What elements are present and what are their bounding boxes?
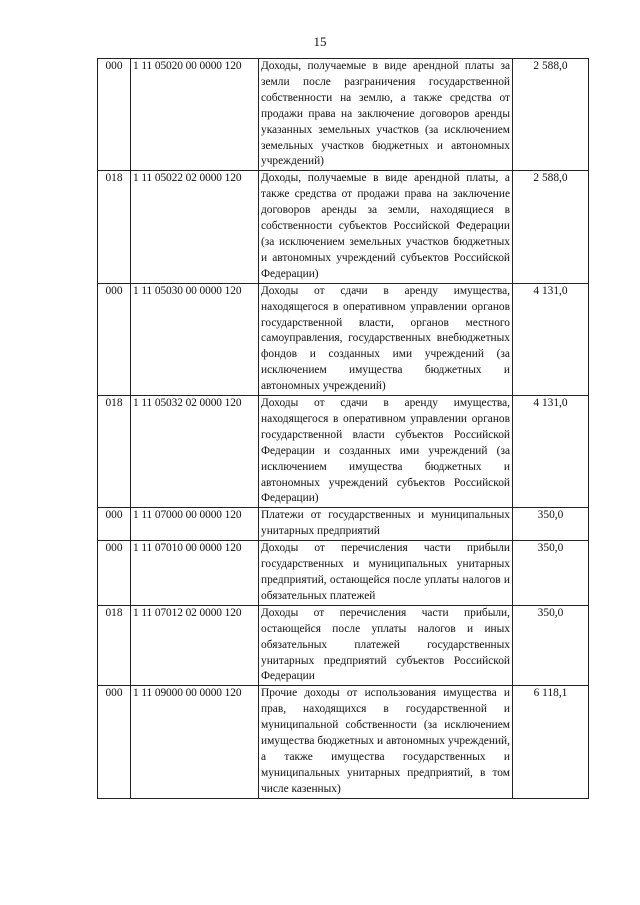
table-row <box>98 396 589 508</box>
amount-cell: 350,0 <box>513 541 589 606</box>
revenue-name-cell: Доходы от сдачи в аренду имущества, находящегося в оперативном управлении органов государственной власти субъектов Российской Федерации и созданных ими учреждений (за исключением имущества бюджетных и автономных учреждений субъектов Российской Федерации) <box>259 396 513 508</box>
admin-code-cell: 000 <box>98 508 131 541</box>
page-number: 15 <box>313 34 327 49</box>
amount-cell: 4 131,0 <box>513 396 589 508</box>
admin-code-cell: 000 <box>98 686 131 798</box>
revenue-name-cell: Доходы от перечисления части прибыли государственных и муниципальных унитарных предприятий, остающейся после уплаты налогов и обязательных платежей <box>259 541 513 606</box>
budget-classification-code-cell: 1 11 05032 02 0000 120 <box>131 396 259 508</box>
amount-cell: 2 588,0 <box>513 171 589 283</box>
budget-classification-code-cell: 1 11 07012 02 0000 120 <box>131 605 259 686</box>
table-row <box>98 59 589 171</box>
table-row <box>98 605 589 686</box>
revenue-name-cell: Доходы, получаемые в виде арендной платы, а также средства от продажи права на заключение договоров аренды за земли, находящиеся в собственности субъектов Российской Федерации (за исключением земельных участков бюджетных и автономных учреждений субъектов Российской Федерации) <box>259 171 513 283</box>
revenue-name-cell: Доходы от перечисления части прибыли, остающейся после уплаты налогов и иных обязательных платежей государственных унитарных предприятий субъектов Российской Федерации <box>259 605 513 686</box>
budget-classification-code-cell: 1 11 07000 00 0000 120 <box>131 508 259 541</box>
revenue-table-body <box>98 59 589 799</box>
revenue-name-cell: Прочие доходы от использования имущества и прав, находящихся в государственной и муниципальной собственности (за исключением имущества бюджетных и автономных учреждений, а также имущества государственных и муниципальных унитарных предприятий, в том числе казенных) <box>259 686 513 798</box>
amount-cell: 4 131,0 <box>513 283 589 395</box>
amount-cell: 350,0 <box>513 605 589 686</box>
table-row <box>98 171 589 283</box>
table-row <box>98 541 589 606</box>
amount-cell: 350,0 <box>513 508 589 541</box>
admin-code-cell: 000 <box>98 283 131 395</box>
revenue-table <box>97 58 589 799</box>
budget-classification-code-cell: 1 11 09000 00 0000 120 <box>131 686 259 798</box>
budget-classification-code-cell: 1 11 07010 00 0000 120 <box>131 541 259 606</box>
amount-cell: 2 588,0 <box>513 59 589 171</box>
admin-code-cell: 000 <box>98 541 131 606</box>
table-row <box>98 508 589 541</box>
table-row <box>98 686 589 798</box>
amount-cell: 6 118,1 <box>513 686 589 798</box>
budget-classification-code-cell: 1 11 05020 00 0000 120 <box>131 59 259 171</box>
admin-code-cell: 018 <box>98 171 131 283</box>
admin-code-cell: 018 <box>98 605 131 686</box>
revenue-name-cell: Платежи от государственных и муниципальных унитарных предприятий <box>259 508 513 541</box>
table-row <box>98 283 589 395</box>
budget-classification-code-cell: 1 11 05022 02 0000 120 <box>131 171 259 283</box>
revenue-name-cell: Доходы, получаемые в виде арендной платы за земли после разграничения государственной собственности на землю, а также средства от продажи права на заключение договоров аренды указанных земельных участков (за исключением земельных участков бюджетных и автономных учреждений) <box>259 59 513 171</box>
admin-code-cell: 000 <box>98 59 131 171</box>
budget-classification-code-cell: 1 11 05030 00 0000 120 <box>131 283 259 395</box>
revenue-name-cell: Доходы от сдачи в аренду имущества, находящегося в оперативном управлении органов государственной власти, органов местного самоуправления, государственных внебюджетных фондов и созданных ими учреждений (за исключением имущества бюджетных и автономных учреждений) <box>259 283 513 395</box>
admin-code-cell: 018 <box>98 396 131 508</box>
